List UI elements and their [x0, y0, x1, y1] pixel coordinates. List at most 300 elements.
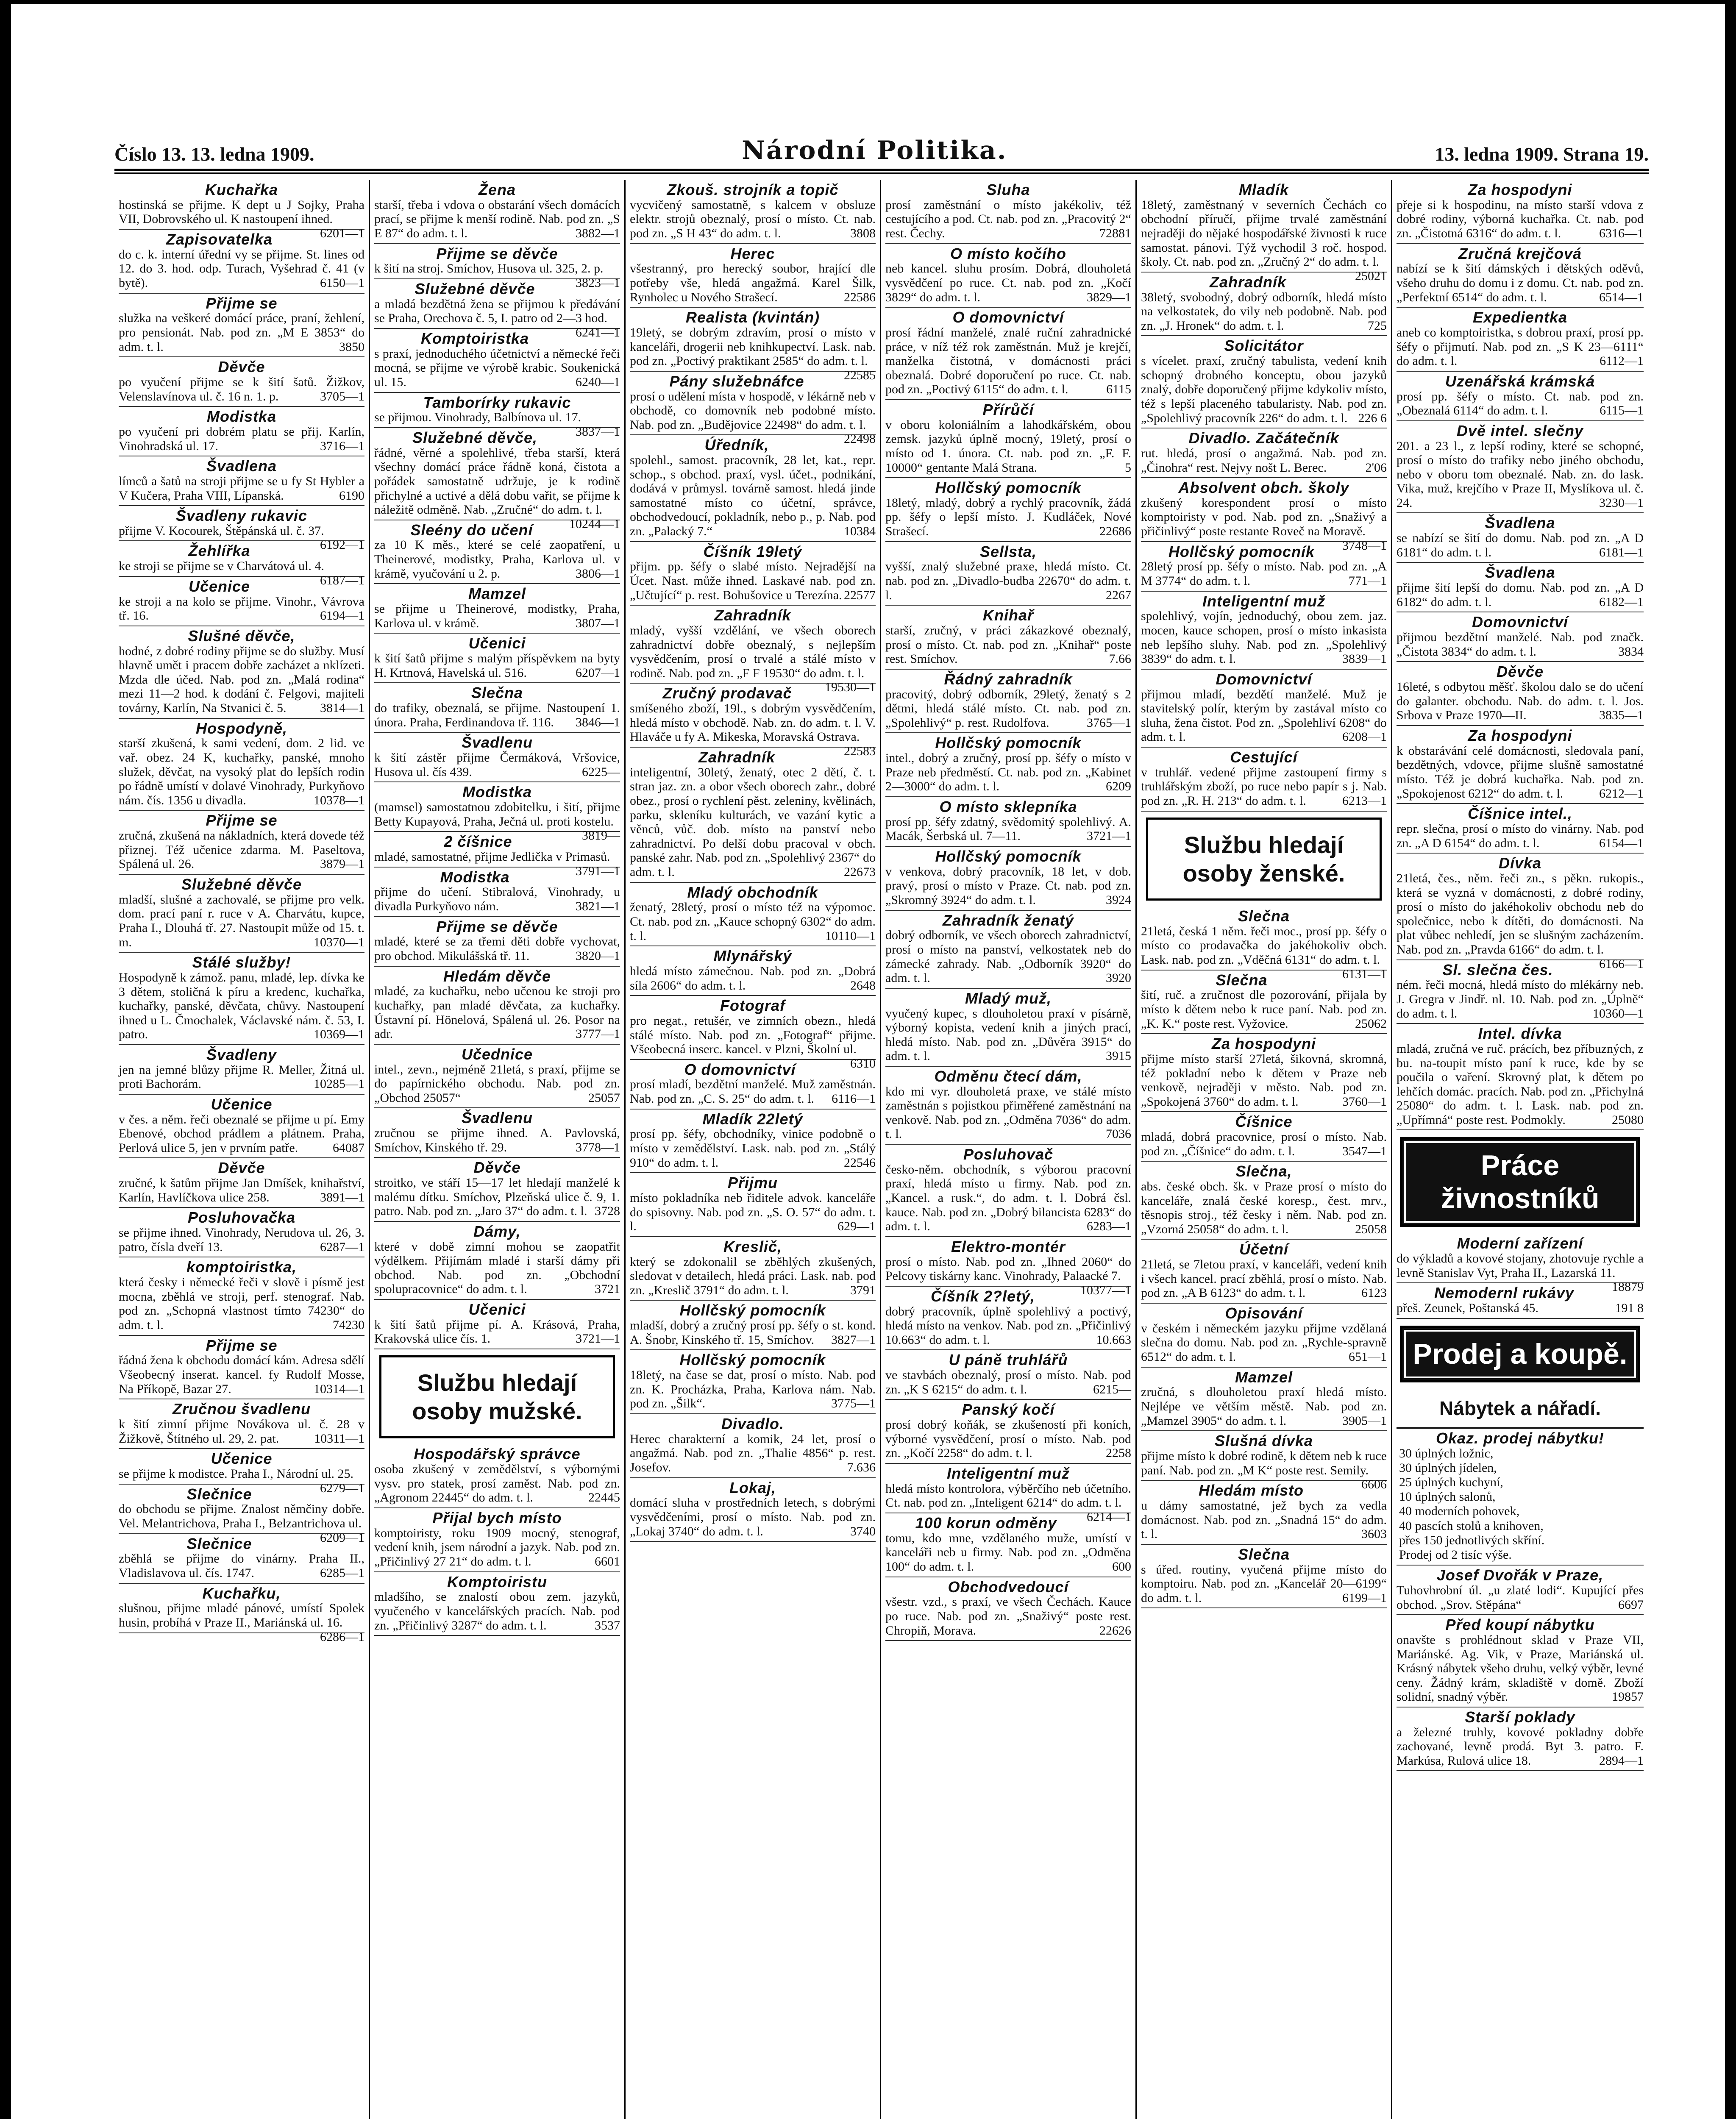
ad-text [374, 347, 620, 389]
classified-ad [1397, 1566, 1644, 1615]
ad-code: 6213—1 [1342, 793, 1387, 808]
ad-code: 6116—1 [832, 1092, 876, 1106]
ad-code: 3721 [595, 1282, 620, 1296]
ad-text [1141, 1179, 1387, 1236]
ad-code: 3829—1 [1087, 290, 1131, 304]
ad-body-text: 28letý prosí pp. šéfy o místo. Nab. pod zn. „A M 3774“ do adm. t. l. [1141, 559, 1387, 588]
ad-heading: Cestující [1230, 748, 1298, 766]
ad-body-text: k šití šatů přijme pí. A. Krásová, Praha, Krakovská ulice čís. 1. [374, 1317, 620, 1346]
ad-text [630, 1255, 876, 1298]
ad-code: 6112—1 [1600, 354, 1644, 368]
ad-text [630, 1077, 876, 1106]
classified-ad [630, 1060, 876, 1110]
ad-heading: Hollčský pomocník [679, 1351, 826, 1369]
classified-ad [1397, 421, 1644, 514]
ad-text [119, 474, 364, 503]
ad-body-text: místo pokladníka neb řiditele advok. kanceláře do spisovny. Nab. pod zn. „S. O. 57“ do adm. t. l. [630, 1191, 876, 1234]
ad-code: 6214—1 [1087, 1510, 1131, 1524]
column-5 [1137, 180, 1392, 2119]
ad-text [374, 538, 620, 581]
ad-body-text: přijme V. Kocourek, Štěpánská ul. č. 37. [119, 523, 324, 538]
ad-text [1397, 581, 1644, 609]
ad-code: 7.636 [847, 1460, 876, 1474]
classified-ad [374, 1444, 620, 1508]
ad-code: 3839—1 [1342, 652, 1387, 666]
ad-text [630, 964, 876, 993]
ad-heading: Komptoiristka [420, 329, 529, 347]
ad-heading: Děvče [218, 358, 265, 376]
ad-code: 6240—1 [576, 375, 620, 389]
ad-body-text: mladé, které se za třemi děti dobře vychovat, pro obchod. Mikulášská tř. 11. [374, 934, 620, 963]
ad-body-text: v truhlář. vedené přijme zastoupení firmy s truhlářským zboží, po ruce nebo papír s j. Nab. pod zn. „R. H. 213“ do adm. t. l. [1141, 765, 1387, 808]
section-box: Službu hledají osoby mužské. [379, 1355, 615, 1438]
ad-heading: Mladý obchodník [687, 883, 818, 901]
ad-code: 3748—1 [1342, 538, 1387, 553]
ad-text [374, 1462, 620, 1505]
ad-body-text: kdo mi vyr. dlouholetá praxe, ve stálé místo zaměstnán s pojistkou přiměřené zaměstnání na venkově. Nab. pod zn. „Odměna 7036“ do adm. t. l. [885, 1084, 1131, 1141]
ad-body-text: zručná, zkušená na nákladních, která dovede též přiznej. Též učenice zdarma. M. Paseltova, Spálená ul. 26. [119, 829, 364, 871]
ad-heading: Sellsta, [979, 542, 1037, 560]
ad-body-text: 16leté, s odbytou měšť. školou dalo se do učení do galanter. obchodu. Nab. do adm. t. l. Jos. Srbova v Praze 1970—II. [1397, 680, 1644, 723]
ad-heading: Fotograf [720, 997, 785, 1015]
ad-code: 6606 [1361, 1477, 1387, 1492]
ad-code: 6514—1 [1599, 290, 1644, 304]
classified-ad [374, 1108, 620, 1158]
ad-heading: Švadleny [206, 1046, 277, 1063]
ad-heading: Zručná krejčová [1458, 245, 1582, 262]
ad-text [630, 559, 876, 602]
ad-heading: Solicitátor [1224, 337, 1304, 355]
ad-text [374, 602, 620, 630]
ad-heading: Okaz. prodej nábytku! [1436, 1429, 1605, 1447]
ad-text [374, 984, 620, 1041]
ad-code: 771—1 [1349, 574, 1387, 588]
ad-body-text: mladá, dobrá pracovnice, prosí o místo. Nab. pod zn. „Číšnice“ do adm. t. l. [1141, 1130, 1387, 1158]
ad-heading: Modistka [462, 783, 532, 801]
ad-body-text: která česky i německé řeči v slově i písmě jest mocna, zběhlá ve stroji, perf. stenograf. Nab. pod zn. „Schopná vlastnost tímto 74230“ do adm. t. l. [119, 1275, 364, 1332]
classified-ad [1141, 1304, 1387, 1368]
ad-heading: Herec [730, 245, 775, 262]
ad-body-text: hodné, z dobré rodiny přijme se do služby. Musí hlavně umět i pracem dobře zacházet a nklízeti. Mzda dle účed. Nab. pod zn. „Malá rodina“ mezi 11—2 hod. k dodání č. Felgovi, majiteli továrny, Karlín, Na Stvanici č. 5. [119, 644, 364, 715]
ad-code: 3905—1 [1342, 1413, 1387, 1428]
ad-body-text: spolehl., samost. pracovník, 28 let, kat., repr. schop., s obchod. praxí, vysl. účet., podnikání, dodává v průmysl. továrně samost. hledá jinde samostatné místo co účetní, správce, obchodvedoucí, pokladník, nebo p., p. Nab. pod zn. „Palacký 7.“ [630, 453, 876, 539]
ad-text [119, 595, 364, 623]
classified-ad [119, 357, 364, 407]
ad-body-text: hledá místo zámečnou. Nab. pod zn. „Dobrá síla 2606“ do adm. t. l. [630, 964, 876, 993]
ad-code: 629—1 [837, 1219, 876, 1234]
ad-code: 3835—1 [1599, 708, 1644, 723]
ad-code: 6286—1 [320, 1630, 364, 1644]
ad-code: 6697 [1618, 1597, 1644, 1612]
ad-heading: Švadlena [1485, 514, 1555, 532]
ad-text [119, 971, 364, 1042]
classified-ad [885, 400, 1131, 478]
ad-code: 22445 [588, 1491, 620, 1505]
ad-body-text: vyšší, znalý služebné praxe, hledá místo. Ct. nab. pod zn. „Divadlo-budba 22670“ do adm. t. l. [885, 559, 1131, 602]
classified-ad [119, 626, 364, 719]
ad-body-text: se nabízí se šití do domu. Nab. pod zn. „A D 6181“ do adm. t. l. [1397, 531, 1644, 559]
ad-code: 6601 [595, 1554, 620, 1568]
ad-text [885, 325, 1131, 397]
ad-code: 6166—1 [1599, 957, 1644, 971]
ad-body-text: prosí dobrý koňák, se zkušeností při koních, výborné vysvědčení, prosí o místo. Nab. pod zn. „Kočí 2258“ do adm. t. l. [885, 1418, 1131, 1460]
classified-ad [885, 911, 1131, 989]
ad-body-text: pro negat., retušér, ve zimních obezn., hledá stálé místo. Nab. pod zn. „Fotograf“ přijme. Všeobecná inserc. kancel. v Plzni, Školní ul. [630, 1013, 876, 1057]
ad-body-text: dobrý odborník, ve všech oborech zahradnictví, prosí o místo na panství, velkostatek neb do zámecké zahrady. Nab. „Odborník 3920“ do adm. t. l. [885, 928, 1131, 985]
ad-heading: Absolvent obch. školy [1178, 479, 1349, 497]
ad-code: 2894—1 [1599, 1753, 1644, 1768]
offer-item: Prodej od 2 tisíc výše. [1399, 1547, 1512, 1562]
ad-heading: Posluhovačka [187, 1209, 296, 1226]
ad-heading: Přijme se [206, 294, 278, 312]
ad-body-text: osoba zkušený v zemědělství, s výbornými vysv. pro statek, prosí zaměst. Nab. pod zn. „Agronom 22445“ do adm. t. l. [374, 1462, 620, 1505]
classified-ad [885, 847, 1131, 911]
ad-code: 2267 [1106, 588, 1131, 602]
ad-code: 3721—1 [576, 1332, 620, 1346]
ad-body-text: ženatý, 28letý, prosí o místo též na výpomoc. Ct. nab. pod zn. „Kauce schopný 6302“ do adm. t. l. [630, 900, 876, 943]
ad-text [1141, 290, 1387, 333]
ad-text [1397, 389, 1644, 418]
ad-text [1397, 1301, 1644, 1315]
classified-ad [885, 542, 1131, 606]
ad-code: 6207—1 [576, 665, 620, 680]
ad-text [374, 751, 620, 779]
ad-heading: Josef Dvořák v Praze, [1436, 1566, 1604, 1584]
ad-heading: Slušná dívka [1214, 1432, 1313, 1450]
ad-text [1141, 687, 1387, 744]
ad-heading: Zahradník [698, 748, 776, 766]
ad-code: 6199—1 [1342, 1591, 1387, 1605]
ad-body-text: za 10 K měs., které se celé zaopatření, u Theinerové, modistky, Praha, Karlova ul. v krámě, vyučování u 2. p. [374, 538, 620, 581]
ad-code: 3819— [582, 829, 620, 843]
ad-body-text: prosí pp. šéfy, obchodníky, vinice podobně o místo v zemědělství. Lask. nab. pod zn. „Stálý 910“ do adm. t. l. [630, 1127, 876, 1170]
ad-text [1397, 680, 1644, 723]
ad-code: 22626 [1099, 1623, 1131, 1638]
ad-code: 6181—1 [1599, 545, 1644, 559]
ad-heading: Odměnu čtecí dám, [934, 1067, 1082, 1085]
ad-columns [114, 180, 1649, 2119]
classified-ad [374, 683, 620, 733]
ad-text [885, 1007, 1131, 1063]
ad-text [1397, 978, 1644, 1021]
ad-body-text: intel., zevn., nejméně 21letá, s praxí, přijme se do papírnického obchodu. Nab. pod zn. „Obchod 25057“ [374, 1062, 620, 1105]
classified-ad [374, 1572, 620, 1636]
ad-body-text: prosí řádní manželé, znalé ruční zahradnické práce, v níž též rok zaměstnán. Muž je krejčí, manželka čistotná, v domácnosti práci obeznalá. Dobré doporučení po ruce. Ct. nab. pod zn. „Poctivý 6115“ do adm. t. l. [885, 325, 1131, 397]
offer-item: přes 150 jednotlivých skříní. [1399, 1533, 1545, 1547]
classified-ad [119, 875, 364, 953]
ad-code: 10311—1 [314, 1431, 364, 1446]
ad-body-text: přijme místo k dobré rodině, k dětem neb k ruce paní. Nab. pod zn. „M K“ poste rest. Semily. [1141, 1449, 1387, 1477]
ad-text [119, 1552, 364, 1580]
ad-code: 6182—1 [1599, 595, 1644, 609]
classified-ad [630, 946, 876, 996]
ad-heading: Švadlena [206, 457, 277, 475]
ad-heading: Hollčský pomocník [935, 847, 1082, 865]
classified-ad [1397, 1024, 1644, 1130]
ad-code: 2258 [1106, 1446, 1131, 1460]
column-6 [1392, 180, 1648, 2119]
classified-ad [119, 1584, 364, 1644]
ad-text [374, 198, 620, 241]
ad-heading: Děvče [473, 1159, 521, 1176]
ad-code: 10244—1 [569, 517, 620, 531]
ad-body-text: starší, třeba i vdova o obstarání všech domácích prací, se přijme k menší rodině. Nab. pod zn. „S E 87“ do adm. t. l. [374, 197, 620, 240]
ad-code: 3834 [1618, 644, 1644, 659]
ad-heading: Švadlenu [461, 734, 533, 751]
ad-body-text: přijme místo starší 27letá, šikovná, skromná, též pokladní nebo k dětem v Praze neb venkově, nejraději v město. Nab. pod zn. „Spokojená 3760“ do adm. t. l. [1141, 1051, 1387, 1109]
ad-body-text: komptoiristy, roku 1909 mocný, stenograf, vedení knih, jsem národní a jazyk. Nab. pod zn. „Přičinlivý 27 21“ do adm. t. l. [374, 1526, 620, 1568]
classified-ad [374, 180, 620, 244]
ad-text [630, 1432, 876, 1475]
ad-text [885, 815, 1131, 843]
ad-heading: Slečna [471, 684, 523, 702]
classified-ad [885, 1350, 1131, 1400]
ad-body-text: zručnou se přijme ihned. A. Pavlovská, Smíchov, Kinského tř. 29. [374, 1126, 620, 1154]
ad-heading: Hollčský pomocník [1168, 542, 1315, 560]
ad-body-text: 21letá, se 7letou praxí, v kanceláři, vedení knih i všech kancel. prací zběhlá, prosí o místo. Nab. pod zn. „A B 6123“ do adm. t. l. [1141, 1257, 1387, 1300]
ad-code: 6187—1 [320, 573, 364, 587]
ad-heading: Přijal bych místo [432, 1509, 562, 1527]
header-rule [114, 169, 1649, 174]
ad-body-text: s vícelet. praxí, zručný tabulista, vedení knih schopný drobného konceptu, obou jazyků znalý, dobře doporučený přijme kdykoliv místo, též s lepší placeného tabularisty. Nab. pod zn. „Spolehlivý pracovník 226“ do adm. t. l. [1141, 354, 1387, 425]
ad-text [1397, 1725, 1644, 1768]
ad-text [119, 1112, 364, 1155]
ad-code: 18879 [1612, 1280, 1644, 1294]
ad-heading: Číšnice [1235, 1113, 1293, 1131]
ad-code: 2'06 [1365, 460, 1387, 475]
ad-heading: Sluha [986, 181, 1030, 198]
ad-text [374, 885, 620, 913]
ad-code: 22586 [844, 290, 876, 304]
ad-heading: Inteligentní muž [1202, 592, 1325, 610]
ad-code: 3850 [339, 339, 364, 354]
classified-ad [119, 1336, 364, 1400]
ad-body-text: jen na jemné blůzy přijme R. Meller, Žitná ul. proti Bachorám. [119, 1062, 364, 1091]
ad-text [630, 198, 876, 241]
ad-heading: Mladík 22letý [702, 1110, 803, 1128]
ad-heading: Divadlo. Začátečník [1188, 429, 1339, 447]
classified-ad [374, 584, 620, 634]
ad-body-text: prosí pp. šéfy o místo. Ct. nab. pod zn. „Obeznalá 6114“ do adm. t. l. [1397, 389, 1644, 418]
ad-code: 6201—1 [320, 226, 364, 240]
ad-code: 6283—1 [1087, 1219, 1131, 1234]
ad-heading: Dámy, [473, 1222, 521, 1240]
ad-text [1141, 559, 1387, 588]
ad-heading: Služebné děvče [181, 875, 302, 893]
classified-ad [630, 1237, 876, 1301]
ad-code: 600 [1112, 1559, 1131, 1574]
classified-ad [885, 1577, 1131, 1641]
ad-body-text: k šití šatů přijme s malým příspěvkem na byty H. Krtnová, Havelská ul. 516. [374, 651, 620, 680]
classified-ad [1141, 592, 1387, 670]
ad-heading: Švadlena [1485, 564, 1555, 581]
ad-code: 3705—1 [320, 389, 364, 403]
ad-text [885, 1418, 1131, 1460]
ad-text [119, 375, 364, 403]
ad-body-text: aneb co komptoiristka, s dobrou praxí, prosí pp. šéfy o přijmutí. Nab. pod zn. „S K 23—6111“ do adm. t. l. [1397, 325, 1644, 368]
ad-body-text: přeje si k hospodinu, na místo starší vdova z dobré rodiny, výborná kuchařka. Ct. nab. pod zn. „Čistotná 6316“ do adm. t. l. [1397, 197, 1644, 240]
ad-body-text: zručné, k šatům přijme Jan Dmíšek, knihařství, Karlín, Havlíčkova ulice 258. [119, 1176, 364, 1204]
ad-text [1397, 1042, 1644, 1127]
ad-text [1397, 531, 1644, 559]
ad-code: 72881 [1099, 226, 1131, 240]
ad-body-text: služka na veškeré domácí práce, praní, žehlení, pro pensionát. Nab. pod zn. „M E 3853“ do adm. t. l. [119, 311, 364, 354]
classified-ad [1397, 662, 1644, 726]
ad-code: 22585 [844, 368, 876, 382]
ad-body-text: (mamsel) samostatnou zdobitelku, i šití, přijme Betty Kupayová, Praha, Ječná ul. proti kostelu. [374, 800, 620, 829]
ad-body-text: do obchodu se přijme. Znalost němčiny dobře. Vel. Melantrichova, Praha I., Belzantrichova ul. [119, 1502, 364, 1530]
ad-text [630, 1127, 876, 1170]
ad-body-text: zkušený korespondent prosí o místo komptoiristy v pod. Nab. pod zn. „Snaživý a přičinlivý“ poste restante Roveč na Moravě. [1141, 495, 1387, 539]
ad-text [119, 425, 364, 453]
ad-text [1397, 1583, 1644, 1612]
ad-heading: Mladý muž, [965, 989, 1052, 1007]
ad-body-text: v českém i německém jazyku přijme vzdělaná slečna do domu. Nab. pod zn. „Rychle-spravně 6512“ do adm. t. l. [1141, 1321, 1387, 1364]
classified-ad [1141, 273, 1387, 336]
ad-heading: Přírůčí [982, 400, 1034, 418]
ad-heading: Zahradník ženatý [942, 911, 1074, 929]
ad-heading: Sleény do učení [410, 521, 533, 539]
ad-code: 725 [1368, 318, 1387, 333]
ad-code: 3547—1 [1342, 1144, 1387, 1158]
ad-heading: Expedientka [1472, 309, 1568, 326]
classified-ad [374, 733, 620, 782]
ad-text [119, 736, 364, 807]
classified-ad [1397, 372, 1644, 421]
classified-ad [885, 244, 1131, 308]
ad-code: 3879—1 [320, 857, 364, 871]
ad-text [374, 1526, 620, 1569]
ad-text [1141, 1321, 1387, 1364]
ad-text [374, 1176, 620, 1218]
classified-ad [119, 811, 364, 875]
ad-body-text: Hospodyně k zámož. panu, mladé, lep. dívka ke 3 dětem, stoličná k píru a kredenc, kuchařka, kuchařky, panské, děvčata, chůvy. Nastoupení ihned u L. Čmochalek, Václavské nám. č. 53, I. patro. [119, 970, 364, 1042]
ad-text [1141, 1499, 1387, 1541]
ad-heading: Úředník, [704, 436, 769, 454]
ad-text [630, 261, 876, 304]
ad-text [885, 1085, 1131, 1141]
ad-body-text: hostinská se přijme. K dept u J Sojky, Praha VII, Dobrovského ul. K nastoupení ihned. [119, 197, 364, 226]
section-box: Službu hledají osoby ženské. [1146, 818, 1382, 901]
ad-heading: Učenice [188, 577, 250, 595]
ad-text [885, 198, 1131, 241]
ad-text [119, 644, 364, 715]
ad-text [885, 261, 1131, 304]
ad-text [374, 1590, 620, 1632]
classified-ad [1141, 428, 1387, 478]
ad-heading: Zručnou švadlenu [172, 1400, 311, 1418]
ad-code: 2648 [850, 978, 876, 993]
ad-heading: Přijme se děvče [436, 918, 558, 935]
ad-text [1141, 988, 1387, 1031]
section-banner-trades: Práce živnostníků [1400, 1137, 1640, 1227]
ad-heading: Hollčský pomocník [679, 1301, 826, 1319]
ad-heading: komptoiristka, [186, 1258, 297, 1276]
ad-heading: Zapisovatelka [166, 230, 273, 248]
classified-ad [1141, 748, 1387, 812]
ad-text [630, 453, 876, 539]
ad-heading: Přijme se [206, 1336, 278, 1354]
ad-heading: Mlynářský [713, 947, 792, 965]
ad-body-text: stroitko, ve stáří 15—17 let hledají manželé k malému dítku. Smíchov, Plzeňská ulice č. 9, 1. patro. Nab. pod zn. „Jaro 37“ do adm. t. l. [374, 1176, 620, 1218]
date-and-page: 13. ledna 1909. Strana 19. [1435, 143, 1649, 165]
ad-text [1141, 609, 1387, 666]
ad-body-text: intel., dobrý a zručný, prosí pp. šéfy o místo v Praze neb předměstí. Ct. nab. pod zn. „Kabinet 2—3000“ do adm. t. l. [885, 751, 1131, 794]
classified-ad [119, 1158, 364, 1208]
ad-text [374, 934, 620, 963]
ad-code: 3760—1 [1342, 1094, 1387, 1109]
column-3 [626, 180, 881, 2119]
ad-heading: O místo sklepníka [939, 798, 1077, 815]
ad-heading: Lokaj, [729, 1479, 776, 1496]
ad-heading: Žena [478, 181, 516, 198]
ad-heading: Číšník 19letý [703, 542, 802, 560]
ad-body-text: se přijme ihned. Vinohrady, Nerudova ul. 26, 3. patro, čísla dveří 13. [119, 1226, 364, 1254]
ad-code: 3603 [1361, 1527, 1387, 1541]
ad-code: 3765—1 [1087, 715, 1131, 730]
ad-body-text: 18letý, mladý, dobrý a rychlý pracovník, žádá pp. šéfy o lepší místo. J. Kudláček, Nové Strašecí. [885, 495, 1131, 539]
ad-body-text: pracovitý, dobrý odborník, 29letý, ženatý s 2 dětmi, hledá stálé místo. Ct. nab. pod zn. „Spolehlivý“ p. rest. Rudolfova. [885, 687, 1131, 730]
classified-ad [885, 989, 1131, 1067]
ad-code: 6241—1 [576, 325, 620, 339]
ad-code: 3915 [1106, 1049, 1131, 1063]
ad-code: 3791—1 [576, 864, 620, 878]
ad-code: 3882—1 [576, 226, 620, 240]
classified-ad [374, 634, 620, 683]
classified-ad [885, 478, 1131, 542]
ad-heading: Mamzel [1235, 1368, 1293, 1386]
ad-code: 3721—1 [1087, 829, 1131, 843]
ad-body-text: řádné, věrné a spolehlivé, třeba starší, která všechny domácí práce řádně koná, čistota a pořádek samostatně udržuje, je k rodině přichylné a uctivé a dělá dobu vařit, se přijme k náležitě odměně. Nab. „Zručné“ do adm. t. l. [374, 445, 620, 517]
ad-heading: O místo kočího [950, 245, 1067, 262]
ad-code: 10314—1 [314, 1382, 364, 1396]
classified-ad [630, 1350, 876, 1414]
ad-text [1397, 630, 1644, 659]
classified-ad [1397, 1283, 1644, 1318]
ad-text [119, 1417, 364, 1446]
ad-body-text: inteligentní, 30letý, ženatý, otec 2 dětí, č. t. stran jaz. zn. a obor všech oborech zahr., dobré obez., prosí o rychlení pěst. zeleniny, kvělinách, parku, skleníku kulturách, ve vazání kytic a věnců, vůč. dob. místo na panství nebo zahradnictví. Po delší dobu pracoval v obch. panské zahr. Nab. pod zn. „Spolehlivý 2367“ do adm. t. l. [630, 765, 876, 879]
classified-ad [630, 542, 876, 606]
ad-heading: Kreslič, [723, 1237, 782, 1255]
ad-text [630, 1496, 876, 1538]
ad-text [119, 1601, 364, 1644]
offer-item: 40 pascích stolů a knihoven, [1399, 1518, 1544, 1533]
ad-heading: Švadleny rukavic [175, 507, 308, 525]
ad-code: 6279—1 [320, 1481, 364, 1495]
classified-ad [1141, 1545, 1387, 1609]
ad-code: 3806—1 [576, 566, 620, 581]
ad-code: 74230 [333, 1318, 364, 1332]
ad-text [630, 1318, 876, 1347]
classified-ad [1141, 670, 1387, 748]
ad-body-text: který se zdokonalil se zběhlých zkušených, sledovat v detailech, hledá práci. Lask. nab. pod zn. „Kreslič 3791“ do adm. t. l. [630, 1254, 876, 1297]
ad-body-text: domácí sluha v prostředních letech, s dobrými vysvědčeními, prosí o místo. Nab. pod zn. „Lokaj 3740“ do adm. t. l. [630, 1496, 876, 1538]
offer-item: 30 úplných ložnic, [1399, 1446, 1494, 1460]
ad-body-text: a mladá bezdětná žena se přijmou k předávání se Praha, Orechova č. 5, I. patro od 2—3 hod. [374, 297, 620, 325]
classified-ad [119, 1257, 364, 1335]
ad-body-text: 21letá, česká 1 něm. řeči moc., prosí pp. šéfy o místo co prodavačka do jakéhokoliv obch. Lask. nab. pod zn. „Vděčná 6131“ do adm. t. l. [1141, 924, 1387, 967]
ad-code: 25021 [1355, 269, 1387, 283]
ad-code: 10378—1 [314, 793, 364, 807]
ad-text [1397, 325, 1644, 368]
ad-code: 6190 [339, 488, 364, 503]
ad-heading: Před koupí nábytku [1445, 1616, 1595, 1634]
ad-text [630, 1191, 876, 1234]
ad-text [374, 1126, 620, 1154]
ad-code: 3821—1 [576, 899, 620, 913]
ad-body-text: šití, ruč. a zručnost dle pozorování, přijala by místo k dětem nebo k ruce paní. Nab. pod zn. „K. K.“ poste rest. Vyžovice. [1141, 988, 1387, 1031]
ad-heading: Slušné děvče, [188, 627, 295, 645]
